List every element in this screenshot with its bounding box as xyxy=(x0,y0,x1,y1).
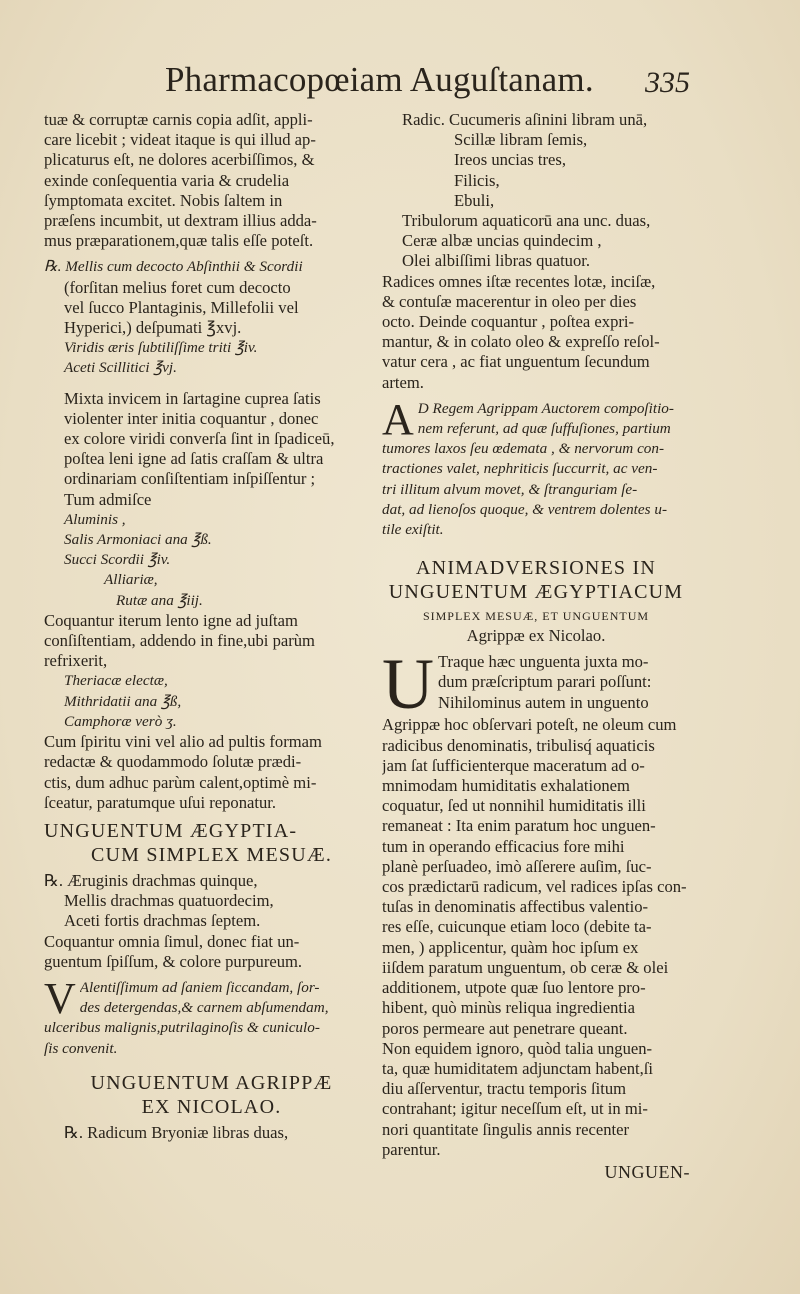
recipe-3 xyxy=(44,671,379,732)
drop-cap: U xyxy=(382,644,434,725)
heading-line: UNGUENTUM ÆGYPTIACUM xyxy=(388,581,684,604)
text-line: planè perſuadeo, imò aſſerere auſim, ſuc- xyxy=(382,856,652,876)
text-line: iiſdem paratum unguentum, ob ceræ & olei xyxy=(382,957,669,977)
text-line: cos prædictarū radicum, vel radices ipſas con- xyxy=(382,877,687,897)
section-heading-aegyptiacum xyxy=(44,819,379,867)
text-line: dum præſcriptum parari poſſunt: xyxy=(438,672,652,692)
recipe-line: Camphoræ verò ʒ. xyxy=(64,712,177,730)
heading-line: CUM SIMPLEX MESUÆ. xyxy=(90,843,333,866)
text-line: parentur. xyxy=(382,1139,441,1159)
paragraph-5 xyxy=(44,932,379,972)
text-line: tuſas in denominatis affectibus valentio- xyxy=(382,897,649,917)
text-line: Mixta invicem in ſartagine cuprea ſatis xyxy=(64,388,321,408)
recipe-line: ℞. Radicum Bryoniæ libras duas, xyxy=(64,1122,289,1142)
paragraph-method xyxy=(382,272,690,393)
text-line: violenter inter initia coquantur , donec xyxy=(64,408,319,428)
text-line: tum in operando efficacius fore mihi xyxy=(382,836,625,856)
recipe-line: Viridis æris ſubtiliſſime triti ℥iv. xyxy=(64,339,258,357)
text-line: Traque hæc unguenta juxta mo- xyxy=(438,652,649,672)
recipe-4 xyxy=(44,871,379,932)
text-line: ſis convenit. xyxy=(44,1039,118,1057)
text-line: ctis, dum adhuc parùm calent,optimè mi- xyxy=(44,772,317,792)
text-line: ex colore viridi converſa ſint in ſpadiceū, xyxy=(64,429,335,449)
text-line: poſtea leni igne ad ſatis craſſam & ultra xyxy=(64,449,324,469)
text-line: ta, quæ humiditatem adjunctam habent,ſi xyxy=(382,1058,653,1078)
text-line: Tum admiſce xyxy=(64,489,152,509)
text-line: mnimodam humiditatis exhalationem xyxy=(382,776,630,796)
heading-line: ANIMADVERSIONES IN xyxy=(416,557,656,580)
text-line: ordinariam conſiſtentiam inſpiſſentur ; xyxy=(64,469,316,489)
section-heading-agrippae xyxy=(44,1071,379,1119)
recipe-continued xyxy=(382,110,690,272)
text-line: refrixerit, xyxy=(44,651,108,671)
text-line: dat, ad lienoſos quoque, & ventrem dolentes u- xyxy=(382,500,667,518)
recipe-line: Theriacæ electæ, xyxy=(64,672,168,690)
drop-cap: V xyxy=(44,973,76,1023)
recipe-line: Radic. Cucumeris aſinini libram unā, xyxy=(402,110,648,129)
text-line: mus præparationem,quæ talis eſſe poteſt. xyxy=(44,231,314,251)
text-line: des detergendas,& carnem abſumendam, xyxy=(79,999,329,1017)
text-line: præſens incumbit, ut dextram illius adda- xyxy=(44,211,317,231)
text-line: res eſſe, cuicunque etiam loco (debite ta- xyxy=(382,917,652,937)
text-line: jam ſat ſufficienterque maceratum ad o- xyxy=(382,755,645,775)
text-line: contrahant; igitur neceſſum eſt, ut in mi- xyxy=(382,1099,648,1119)
text-line: additionem, utpote quæ ſuo lentore pro- xyxy=(382,978,646,998)
recipe-line: Aceti Scillitici ℥vj. xyxy=(64,359,177,377)
text-line: Alentiſſimum ad ſaniem ſiccandam, ſor- xyxy=(79,978,320,996)
running-head: Pharmacopœiam Auguſtanam. xyxy=(165,60,594,99)
section-heading-animadversiones xyxy=(382,556,690,646)
text-line: Non equidem ignoro, quòd talia unguen- xyxy=(382,1038,653,1058)
recipe-line: Aluminis , xyxy=(64,510,126,528)
heading-line: EX NICOLAO. xyxy=(141,1095,282,1118)
recipe-line: Filicis, xyxy=(454,170,500,190)
text-line: tractiones valet, nephriticis ſuccurrit, ac ven- xyxy=(382,460,658,478)
recipe-line: Olei albiſſimi libras quatuor. xyxy=(402,251,591,271)
text-line: Cum ſpiritu vini vel alio ad pultis formam xyxy=(44,732,322,752)
text-line: tumores laxos ſeu œdemata , & nervorum con- xyxy=(382,440,665,458)
text-line: artem. xyxy=(382,372,424,392)
text-line: remaneat : Ita enim paratum hoc unguen- xyxy=(382,816,656,836)
recipe-line: Ceræ albæ uncias quindecim , xyxy=(402,231,602,251)
recipe-line: (forſitan melius foret cum decocto xyxy=(64,277,291,297)
recipe-line: Mithridatii ana ℥ß, xyxy=(64,692,182,710)
text-line: Agrippæ hoc obſervari poteſt, ne oleum cum xyxy=(382,715,677,735)
virtues-paragraph xyxy=(44,973,379,1059)
paragraph-4 xyxy=(44,732,379,813)
text-line: & contuſæ macerentur in oleo per dies xyxy=(382,291,637,311)
heading-small: SIMPLEX MESUÆ, ET UNGUENTUM xyxy=(422,609,650,624)
recipe-line: Succi Scordii ℥iv. xyxy=(64,551,171,569)
text-line: ſymptomata excitet. Nobis ſaltem in xyxy=(44,190,283,210)
text-line: conſiſtentiam, addendo in fine,ubi parùm xyxy=(44,631,315,651)
text-line: Nihilominus autem in unguento xyxy=(438,692,649,712)
text-line: octo. Deinde coquantur , poſtea expri- xyxy=(382,312,635,332)
recipe-line: Scillæ libram ſemis, xyxy=(454,130,588,150)
left-column xyxy=(44,110,379,1143)
text-line: plicaturus eſt, ne dolores acerbiſſimos, & xyxy=(44,150,315,170)
catchword: UNGUEN- xyxy=(604,1161,690,1182)
text-line: tri illitum alvum movet, & ſtranguriam ſe- xyxy=(382,480,638,498)
text-line: nori quantitate ſingulis annis recenter xyxy=(382,1119,629,1139)
text-line: redactæ & quodammodo ſolutæ prædi- xyxy=(44,752,302,772)
recipe-line: Mellis drachmas quatuordecim, xyxy=(64,891,274,911)
heading-subline: Agrippæ ex Nicolao. xyxy=(466,626,606,646)
recipe-line: vel ſucco Plantaginis, Millefolii vel xyxy=(64,297,299,317)
text-line: poros permeare aut penetrare queant. xyxy=(382,1018,628,1038)
text-line: radicibus denominatis, tribulisq́ aquaticis xyxy=(382,735,655,755)
paragraph-3 xyxy=(44,611,379,672)
agrippa-paragraph xyxy=(382,394,690,540)
recipe-2 xyxy=(44,510,379,611)
recipe-line: Aceti fortis drachmas ſeptem. xyxy=(64,911,261,931)
paragraph-2 xyxy=(44,389,379,510)
drop-cap: A xyxy=(382,394,414,444)
text-line: D Regem Agrippam Auctorem compoſitio- xyxy=(417,399,674,417)
recipe-line: Ireos uncias tres, xyxy=(454,150,566,170)
paragraph-1 xyxy=(44,110,379,251)
text-line: hibent, quò minùs reliqua ingredientia xyxy=(382,998,635,1018)
recipe-line: Tribulorum aquaticorū ana unc. duas, xyxy=(402,211,651,231)
text-line: vatur cera , ac fiat unguentum ſecundum xyxy=(382,352,650,372)
recipe-line: Alliariæ, xyxy=(104,571,158,589)
page-header xyxy=(0,0,800,110)
recipe-line: ℞. Mellis cum decocto Abſinthii & Scordii xyxy=(44,258,303,276)
heading-line: UNGUENTUM AGRIPPÆ xyxy=(90,1071,333,1094)
recipe-line: Rutæ ana ℥iij. xyxy=(116,591,203,609)
right-column xyxy=(382,110,690,1182)
text-line: ſceatur, paratumque uſui reponatur. xyxy=(44,792,277,812)
recipe-line: ℞. Æruginis drachmas quinque, xyxy=(44,870,258,890)
text-line: Coquantur iterum lento igne ad juſtam xyxy=(44,610,298,630)
text-line: Coquantur omnia ſimul, donec fiat un- xyxy=(44,931,300,951)
text-line: tuæ & corruptæ carnis copia adſit, appli- xyxy=(44,110,313,129)
text-line: coquatur, ſed ut nonnihil humiditatis illi xyxy=(382,796,646,816)
recipe-1 xyxy=(44,257,379,378)
text-line: men, ) applicentur, quàm hoc ipſum ex xyxy=(382,937,639,957)
text-line: ulceribus malignis,putrilaginoſis & cuniculo- xyxy=(44,1019,320,1037)
text-line: exinde conſequentia varia & crudelia xyxy=(44,170,290,190)
page-number: 335 xyxy=(645,66,690,99)
text-line: care licebit ; videat itaque is qui illud ap- xyxy=(44,130,316,150)
text-line: guentum ſpiſſum, & colore purpureum. xyxy=(44,951,303,971)
text-line: Radices omnes iſtæ recentes lotæ, inciſæ, xyxy=(382,271,656,291)
recipe-line: Ebuli, xyxy=(454,190,495,210)
text-line: tile exiſtit. xyxy=(382,521,444,539)
recipe-line: Salis Armoniaci ana ℥ß. xyxy=(64,531,212,549)
text-line: mantur, & in colato oleo & expreſſo reſol- xyxy=(382,332,660,352)
recipe-line: Hyperici,) deſpumati ℥xvj. xyxy=(64,318,242,338)
text-line: diu aſſerventur, tractu temporis ſitum xyxy=(382,1079,627,1099)
text-line: nem referunt, ad quæ ſuffuſiones, partium xyxy=(417,420,671,438)
heading-line: UNGUENTUM ÆGYPTIA- xyxy=(44,819,298,842)
commentary-paragraph xyxy=(382,644,690,1160)
